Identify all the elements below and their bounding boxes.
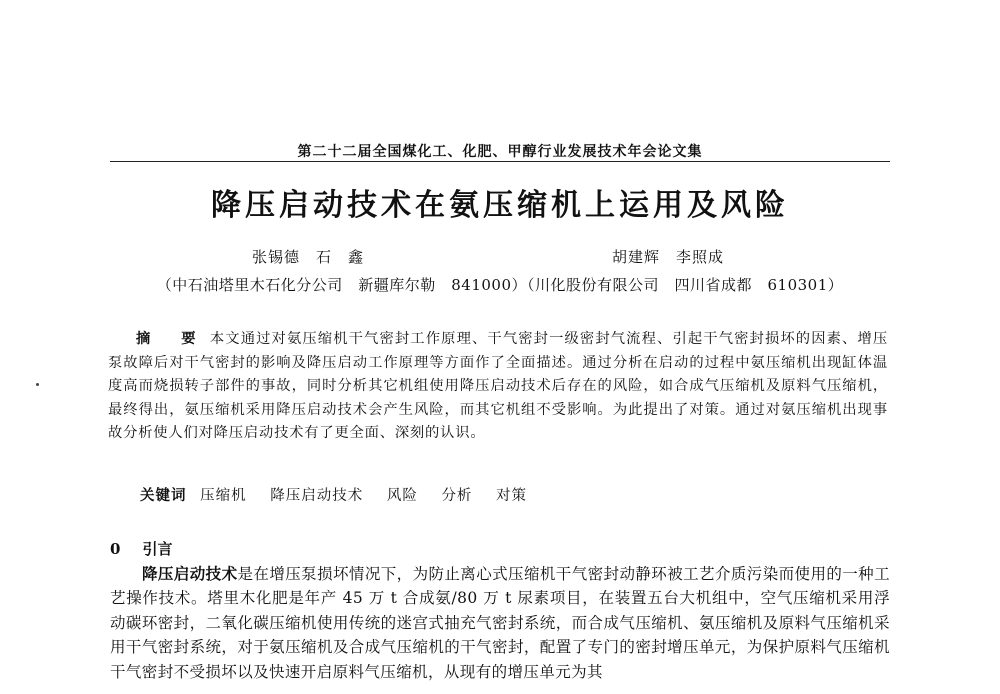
scan-speck — [36, 383, 39, 386]
body-text: 是在增压泵损坏情况下，为防止离心式压缩机干气密封动静环被工艺介质污染而使用的一种工艺操作技术。塔里木化肥是年产 45 万 t 合成氨/80 万 t 尿素项目，在装置五台大机组中，空气压缩机采用浮动碳环密封，二氧化碳压缩机使用传统的迷宫式抽充气密封系统，而合成气压缩机、氨压缩机及原料气压缩机采用干气密封系统，对于氨压缩机及合成气压缩机的干气密封，配置了专门的密封增压单元，为保护原料气压缩机干气密封不受损坏以及快速开启原料气压缩机，从现有的增压单元为其 — [110, 565, 891, 681]
keyword: 降压启动技术 — [270, 488, 364, 504]
keyword: 风险 — [386, 488, 418, 504]
abstract — [108, 328, 888, 446]
abstract-text: 本文通过对氨压缩机干气密封工作原理、干气密封一级密封气流程、引起干气密封损坏的因素、增压泵故障后对干气密封的影响及降压启动工作原理等方面作了全面描述。通过分析在启动的过程中氨压缩机出现缸体温度高而烧损转子部件的事故，同时分析其它机组使用降压启动技术后存在的风险，如合成气压缩机及原料气压缩机，最终得出，氨压缩机采用降压启动技术会产生风险，而其它机组不受影响。为此提出了对策。通过对氨压缩机出现事故分析使人们对降压启动技术有了更全面、深刻的认识。 — [108, 331, 888, 442]
keywords-label: 关键词 — [140, 487, 187, 504]
lead-term: 降压启动技术 — [142, 564, 238, 583]
keyword: 对策 — [496, 488, 528, 504]
authors-right: 胡建辉 李照成 — [612, 248, 725, 266]
keyword: 分析 — [441, 488, 473, 504]
affiliation: （中石油塔里木石化分公司 新疆库尔勒 841000）（川化股份有限公司 四川省成都 610301） — [156, 276, 844, 294]
section-heading — [110, 538, 172, 559]
section-title: 引言 — [142, 540, 173, 558]
keyword: 压缩机 — [200, 488, 247, 504]
authors-left: 张锡德 石 鑫 — [252, 248, 365, 266]
section-number: 0 — [110, 540, 121, 558]
body-paragraph — [110, 562, 890, 684]
header-rule — [110, 161, 890, 162]
keywords — [140, 484, 545, 505]
paper-title: 降压启动技术在氨压缩机上运用及风险 — [211, 188, 789, 223]
abstract-label: 摘 要 — [136, 331, 204, 347]
running-header: 第二十二届全国煤化工、化肥、甲醇行业发展技术年会论文集 — [297, 144, 703, 160]
